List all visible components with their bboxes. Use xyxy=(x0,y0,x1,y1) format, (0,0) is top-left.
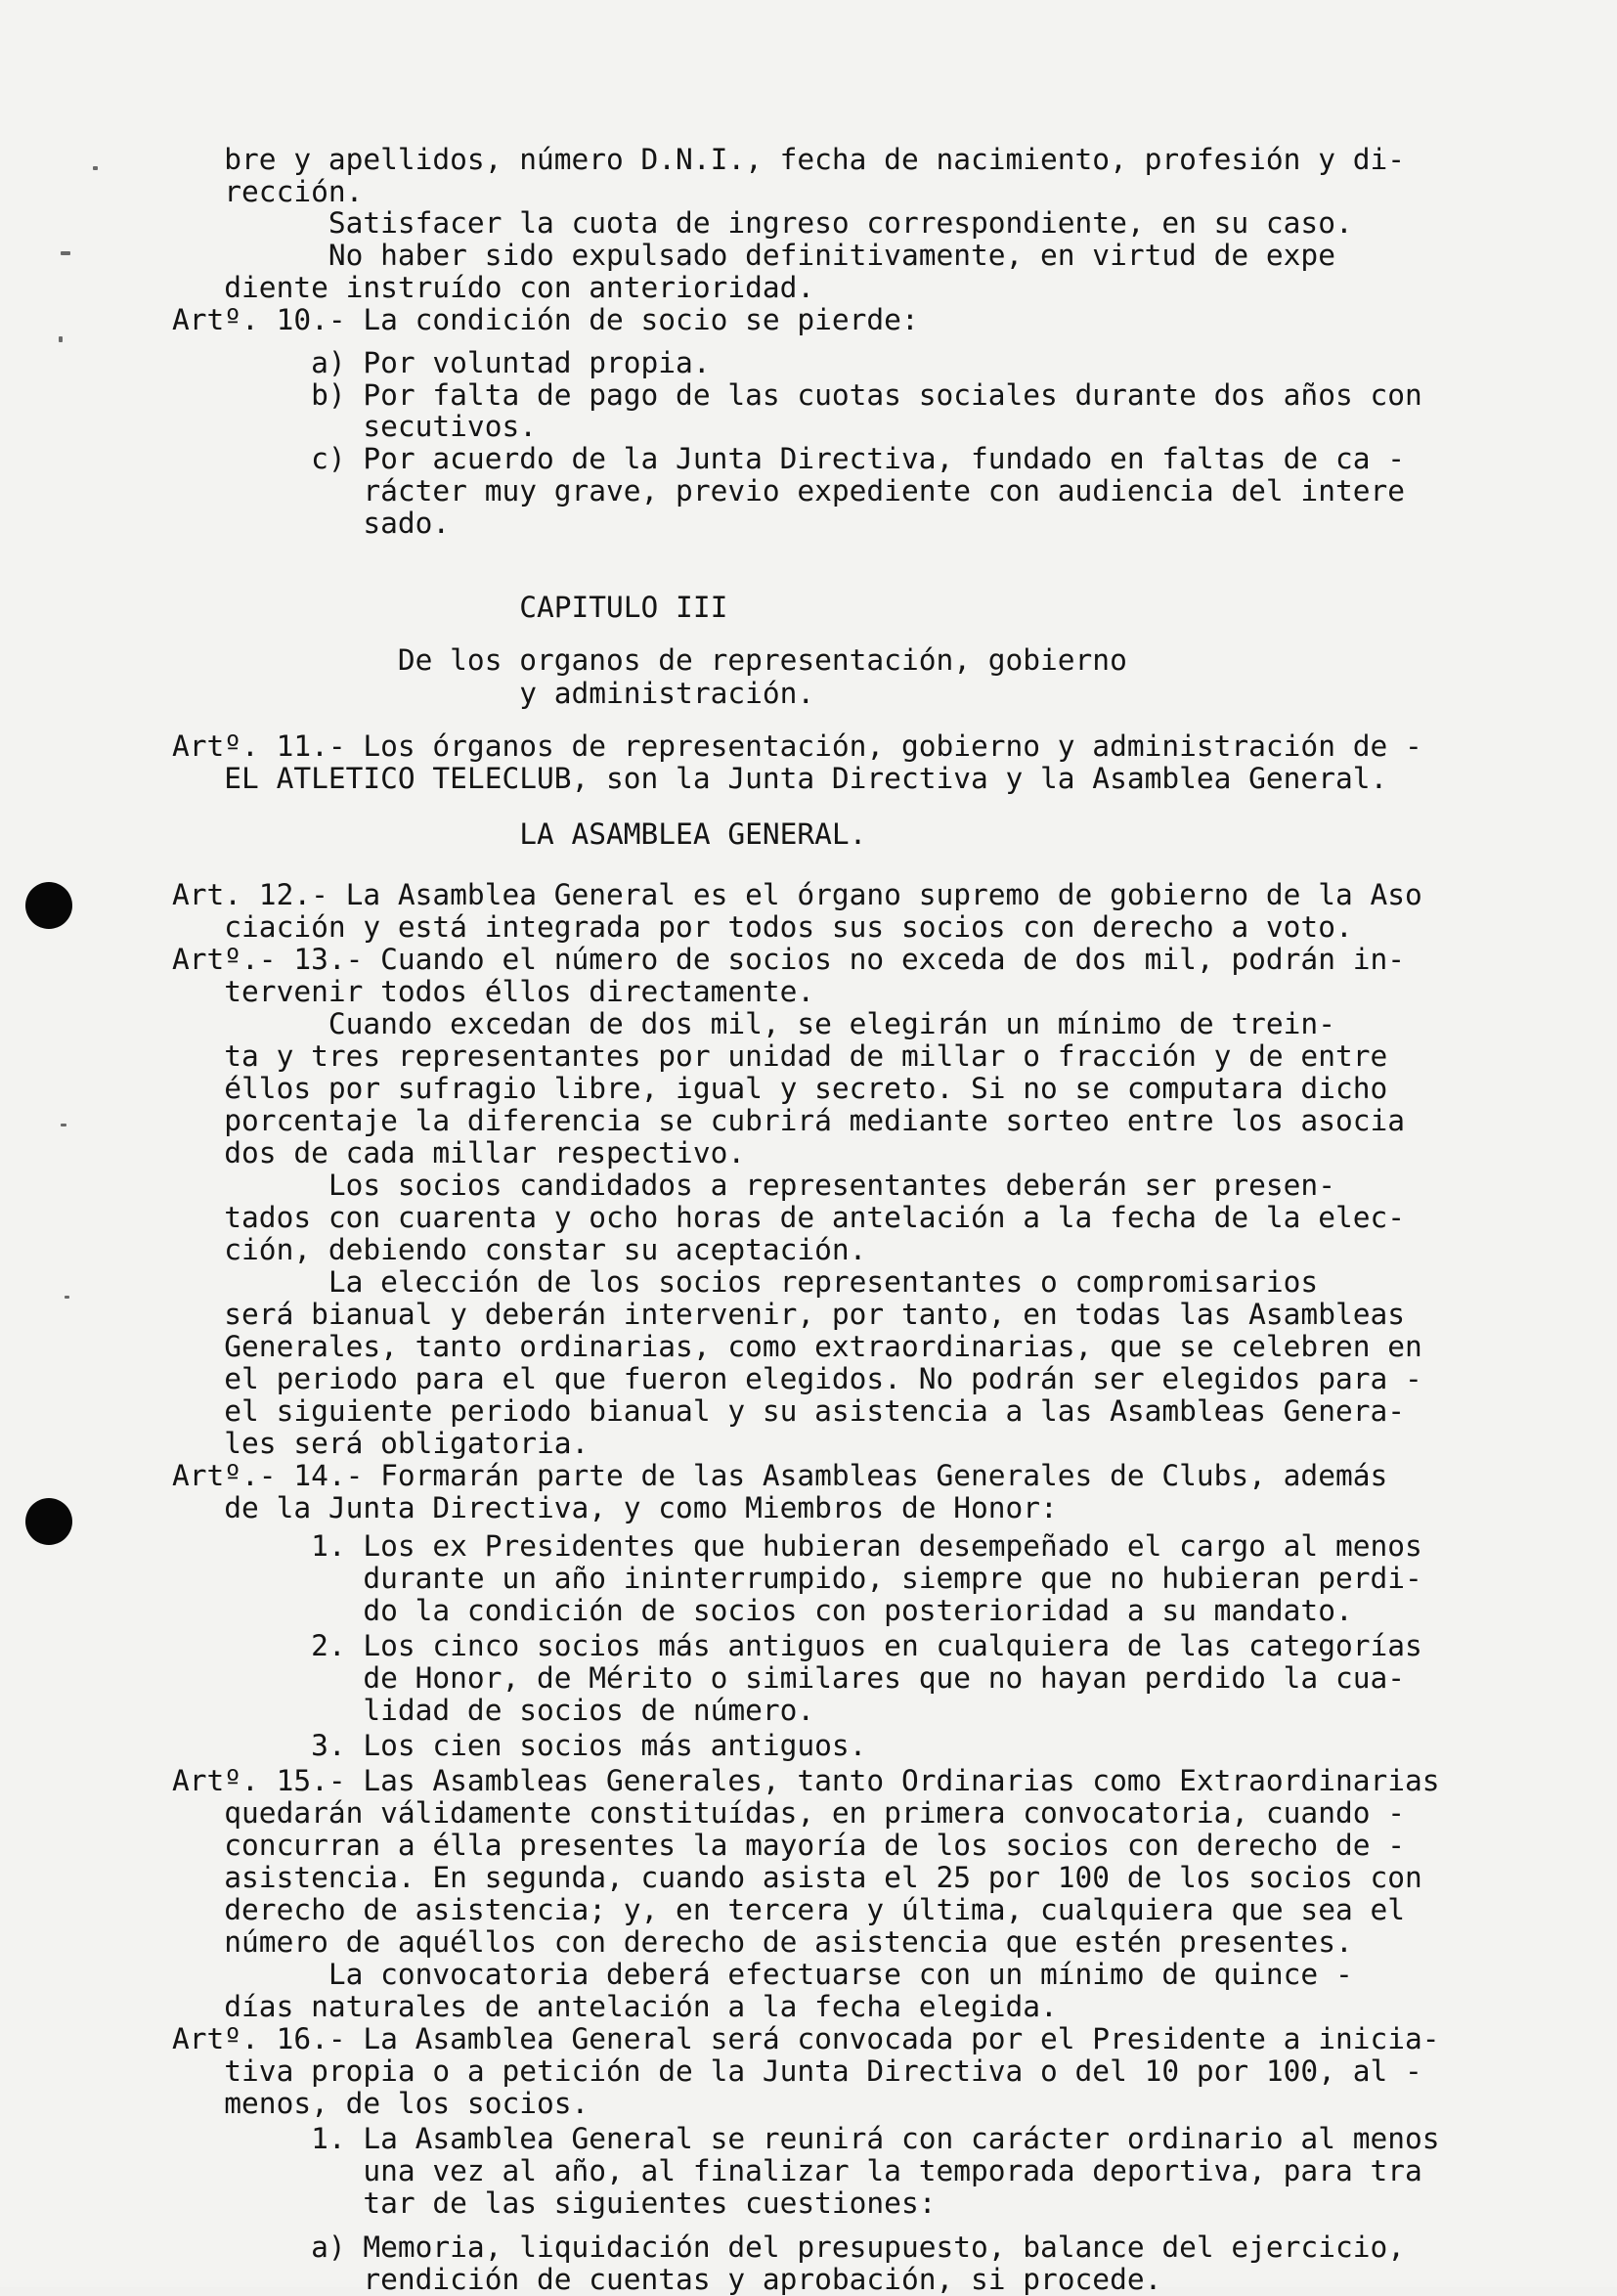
text-line: bre y apellidos, número D.N.I., fecha de nacimiento, profesión y di- xyxy=(172,143,1405,176)
text-line: LA ASAMBLEA GENERAL. xyxy=(172,817,867,851)
text-line: rácter muy grave, previo expediente con audiencia del intere xyxy=(172,474,1405,508)
text-line: c) Por acuerdo de la Junta Directiva, fundado en faltas de ca - xyxy=(172,442,1405,475)
text-line: b) Por falta de pago de las cuotas sociales durante dos años con xyxy=(172,378,1422,412)
text-line: ciación y está integrada por todos sus socios con derecho a voto. xyxy=(172,910,1353,944)
text-line: Artº.- 14.- Formarán parte de las Asambleas Generales de Clubs, además xyxy=(172,1459,1388,1492)
margin-speck xyxy=(61,1124,66,1126)
margin-speck xyxy=(65,1296,69,1299)
text-line: porcentaje la diferencia se cubrirá mediante sorteo entre los asocia xyxy=(172,1104,1405,1137)
text-line: Cuando excedan de dos mil, se elegirán un mínimo de trein- xyxy=(172,1007,1335,1040)
text-line: número de aquéllos con derecho de asistencia que estén presentes. xyxy=(172,1925,1353,1959)
text-line: quedarán válidamente constituídas, en primera convocatoria, cuando - xyxy=(172,1796,1405,1830)
text-line: derecho de asistencia; y, en tercera y última, cualquiera que sea el xyxy=(172,1893,1405,1926)
text-line: de la Junta Directiva, y como Miembros de Honor: xyxy=(172,1491,1058,1524)
text-line: días naturales de antelación a la fecha elegida. xyxy=(172,1990,1058,2023)
text-line: secutivos. xyxy=(172,410,537,443)
text-line: Artº. 15.- Las Asambleas Generales, tanto Ordinarias como Extraordinarias xyxy=(172,1764,1440,1797)
text-line: CAPITULO III xyxy=(172,591,728,624)
text-line: dos de cada millar respectivo. xyxy=(172,1136,746,1170)
text-line: tados con cuarenta y ocho horas de antelación a la fecha de la elec- xyxy=(172,1201,1405,1234)
text-line: Artº.- 13.- Cuando el número de socios no exceda de dos mil, podrán in- xyxy=(172,943,1405,976)
text-line: asistencia. En segunda, cuando asista el 25 por 100 de los socios con xyxy=(172,1861,1422,1894)
text-line: rendición de cuentas y aprobación, si procede. xyxy=(172,2263,1162,2296)
text-line: do la condición de socios con posterioridad a su mandato. xyxy=(172,1594,1353,1627)
text-line: una vez al año, al finalizar la temporada deportiva, para tra xyxy=(172,2154,1422,2187)
text-line: Artº. 16.- La Asamblea General será convocada por el Presidente a inicia- xyxy=(172,2022,1440,2055)
text-line: éllos por sufragio libre, igual y secreto. Si no se computara dicho xyxy=(172,1072,1388,1105)
text-line: durante un año ininterrumpido, siempre que no hubieran perdi- xyxy=(172,1562,1422,1595)
text-line: tervenir todos éllos directamente. xyxy=(172,975,815,1008)
text-line: 2. Los cinco socios más antiguos en cualquiera de las categorías xyxy=(172,1629,1422,1662)
text-line: el periodo para el que fueron elegidos. No podrán ser elegidos para - xyxy=(172,1362,1422,1395)
text-line: concurran a élla presentes la mayoría de los socios con derecho de - xyxy=(172,1829,1405,1862)
text-line: 1. La Asamblea General se reunirá con carácter ordinario al menos xyxy=(172,2122,1440,2155)
text-line: Generales, tanto ordinarias, como extraordinarias, que se celebren en xyxy=(172,1330,1422,1363)
text-line: tiva propia o a petición de la Junta Directiva o del 10 por 100, al - xyxy=(172,2054,1422,2088)
text-line: La convocatoria deberá efectuarse con un mínimo de quince - xyxy=(172,1958,1353,1991)
margin-speck xyxy=(59,336,63,342)
margin-speck xyxy=(61,251,70,255)
punch-hole-bottom xyxy=(25,1498,72,1545)
text-line: EL ATLETICO TELECLUB, son la Junta Directiva y la Asamblea General. xyxy=(172,762,1388,795)
text-line: Los socios candidados a representantes deberán ser presen- xyxy=(172,1169,1335,1202)
text-line: lidad de socios de número. xyxy=(172,1694,815,1727)
margin-speck xyxy=(93,166,98,170)
text-line: y administración. xyxy=(172,677,815,710)
text-line: de Honor, de Mérito o similares que no hayan perdido la cua- xyxy=(172,1661,1405,1695)
text-line: menos, de los socios. xyxy=(172,2087,590,2120)
text-line: tar de las siguientes cuestiones: xyxy=(172,2186,937,2220)
text-line: Art. 12.- La Asamblea General es el órgano supremo de gobierno de la Aso xyxy=(172,878,1422,911)
text-line: 1. Los ex Presidentes que hubieran desempeñado el cargo al menos xyxy=(172,1529,1422,1563)
text-line: les será obligatoria. xyxy=(172,1427,590,1460)
text-line: a) Memoria, liquidación del presupuesto, balance del ejercicio, xyxy=(172,2230,1405,2264)
text-line: ta y tres representantes por unidad de millar o fracción y de entre xyxy=(172,1039,1388,1073)
text-line: rección. xyxy=(172,175,364,208)
text-line: a) Por voluntad propia. xyxy=(172,346,711,379)
text-line: sado. xyxy=(172,507,451,540)
text-line: diente instruído con anterioridad. xyxy=(172,271,815,304)
text-line: Satisfacer la cuota de ingreso correspondiente, en su caso. xyxy=(172,206,1353,240)
punch-hole-top xyxy=(25,882,72,929)
text-line: No haber sido expulsado definitivamente, en virtud de expe xyxy=(172,239,1335,272)
text-line: Artº. 11.- Los órganos de representación, gobierno y administración de - xyxy=(172,729,1422,763)
text-line: 3. Los cien socios más antiguos. xyxy=(172,1729,867,1762)
text-line: De los organos de representación, gobierno xyxy=(172,643,1127,677)
text-line: ción, debiendo constar su aceptación. xyxy=(172,1233,867,1266)
text-line: el siguiente periodo bianual y su asistencia a las Asambleas Genera- xyxy=(172,1394,1405,1428)
text-line: será bianual y deberán intervenir, por tanto, en todas las Asambleas xyxy=(172,1298,1405,1331)
text-line: La elección de los socios representantes o compromisarios xyxy=(172,1265,1319,1299)
text-line: Artº. 10.- La condición de socio se pierde: xyxy=(172,303,919,336)
